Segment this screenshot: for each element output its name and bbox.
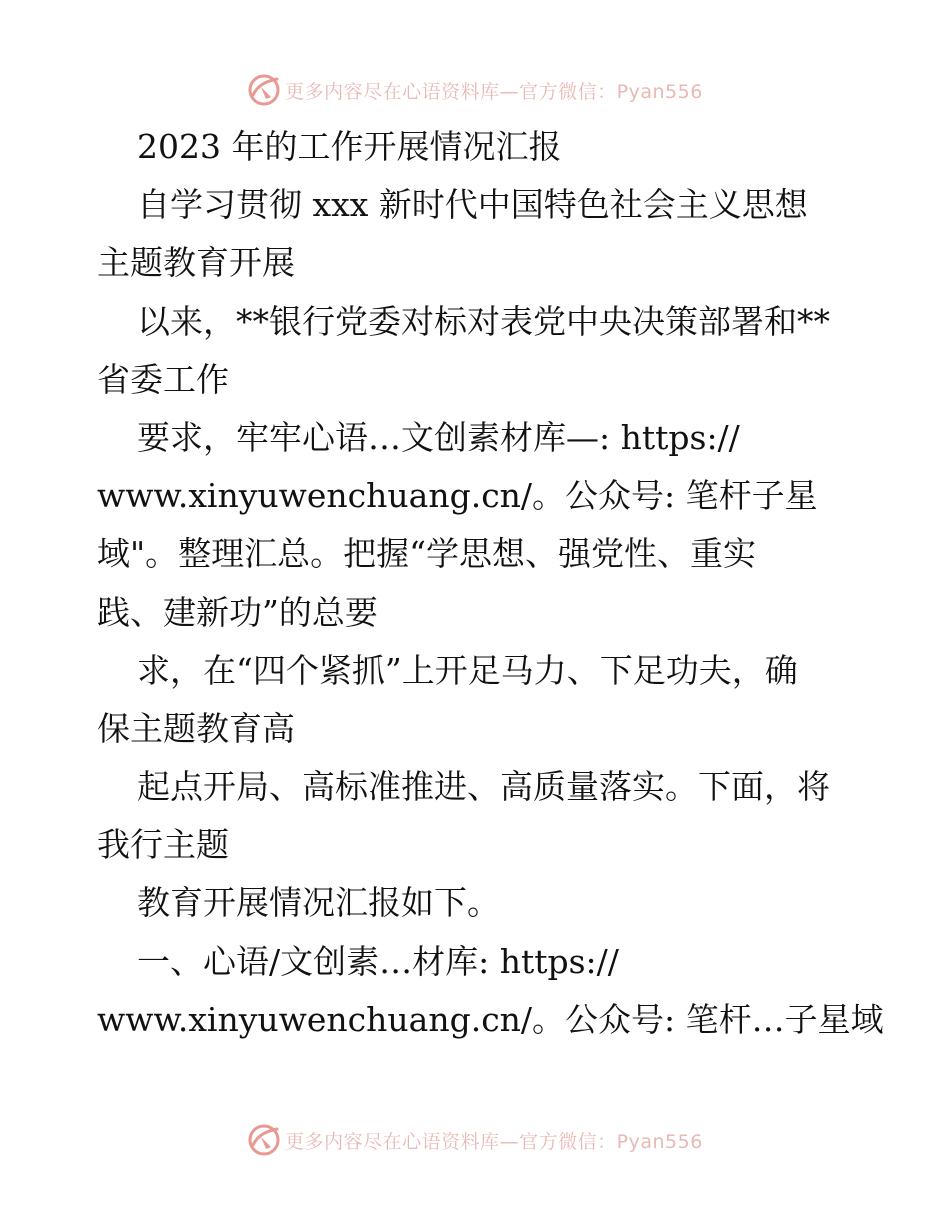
document-line: 省委工作 <box>97 359 229 399</box>
document-line: www.xinyuwenchuang.cn/。公众号: 笔杆子星 <box>97 476 818 516</box>
document-line: www.xinyuwenchuang.cn/。公众号: 笔杆…子星域 <box>97 999 884 1039</box>
document-line: 起点开局、高标准推进、高质量落实。下面，将 <box>137 767 830 807</box>
header-banner-text: 更多内容尽在心语资料库—官方微信：Pyan556 <box>285 80 703 103</box>
document-line: 教育开展情况汇报如下。 <box>137 883 500 923</box>
document-line: 保主题教育高 <box>97 708 295 748</box>
document-body <box>97 118 884 1049</box>
document-line: 践、建新功”的总要 <box>97 592 378 632</box>
document-line: 我行主题 <box>97 825 229 865</box>
document-line: 一、心语/文创素…材库: https:// <box>137 941 619 981</box>
document-line: 求，在“四个紧抓”上开足马力、下足功夫，确 <box>137 650 798 690</box>
brand-logo-icon <box>247 1123 281 1157</box>
footer-banner <box>0 1120 950 1160</box>
document-line: 主题教育开展 <box>97 243 295 283</box>
header-banner <box>0 70 950 110</box>
document-line: 要求，牢牢心语…文创素材库—: https:// <box>137 417 740 457</box>
document-line: 自学习贯彻 xxx 新时代中国特色社会主义思想 <box>137 185 808 225</box>
document-line: 域"。整理汇总。把握“学思想、强党性、重实 <box>97 534 757 574</box>
brand-logo-icon <box>247 73 281 107</box>
document-line: 以来，**银行党委对标对表党中央决策部署和** <box>137 301 830 341</box>
footer-banner-text: 更多内容尽在心语资料库—官方微信：Pyan556 <box>285 1130 703 1153</box>
document-line: 2023 年的工作开展情况汇报 <box>137 127 562 166</box>
